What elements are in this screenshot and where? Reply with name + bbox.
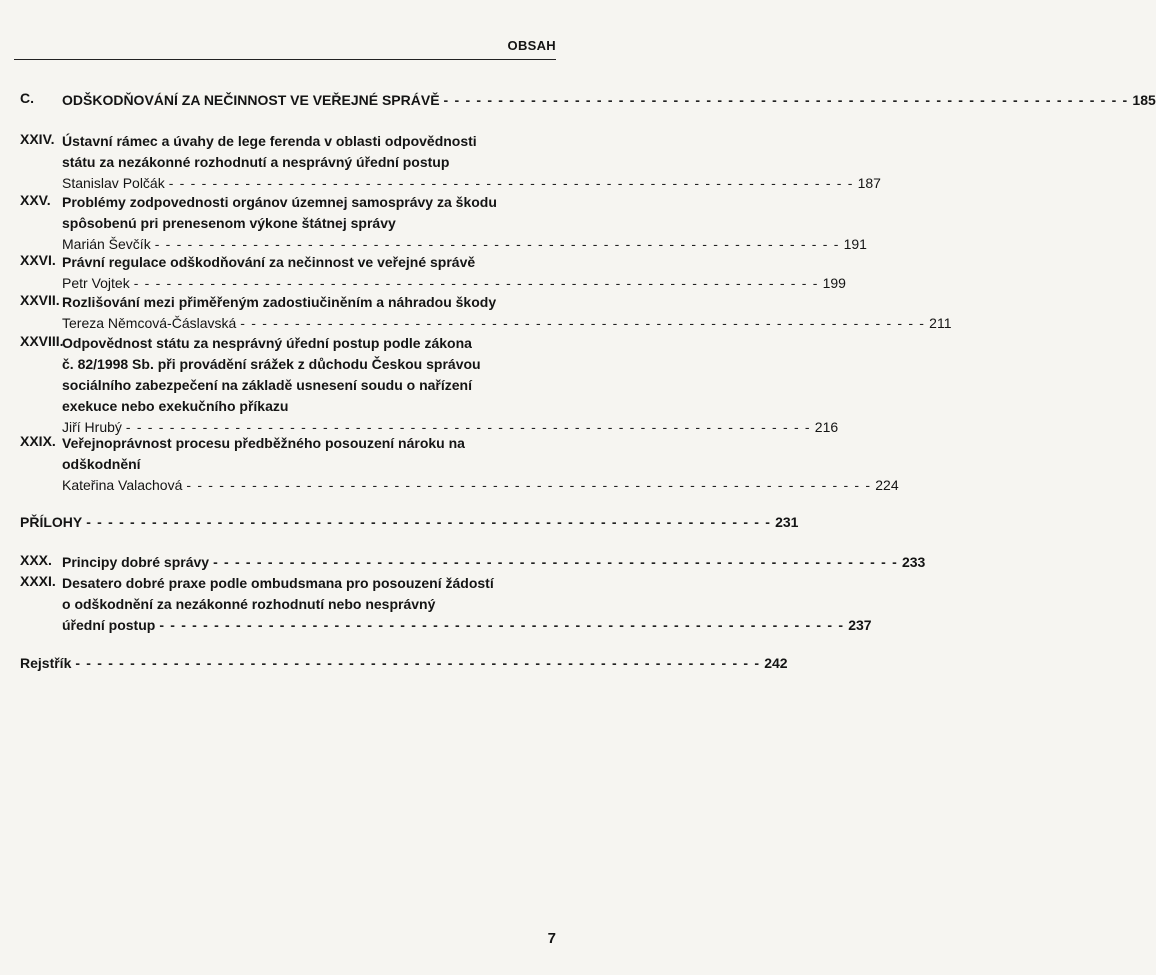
author-row bbox=[62, 273, 846, 293]
leader-dots: - - - - - - - - - - - - - - - - - - - - - - - - - - - - - - - - - - - - - - - - - - - - - - - - - - - - - - - - - - - - - - - bbox=[443, 92, 1129, 108]
page-ref: 233 bbox=[901, 554, 926, 570]
chapter-author: Jiří Hrubý bbox=[62, 419, 122, 435]
leader-dots: - - - - - - - - - - - - - - - - - - - - - - - - - - - - - - - - - - - - - - - - - - - - - - - - - - - - - - - - - - - - - - - bbox=[125, 419, 811, 435]
chapter-title-line: odškodnění bbox=[62, 456, 141, 472]
leader-dots: - - - - - - - - - - - - - - - - - - - - - - - - - - - - - - - - - - - - - - - - - - - - - - - - - - - - - - - - - - - - - - - bbox=[240, 315, 926, 331]
leader-dots: - - - - - - - - - - - - - - - - - - - - - - - - - - - - - - - - - - - - - - - - - - - - - - - - - - - - - - - - - - - - - - - bbox=[86, 514, 772, 530]
leader-dots: - - - - - - - - - - - - - - - - - - - - - - - - - - - - - - - - - - - - - - - - - - - - - - - - - - - - - - - - - - - - - - - bbox=[154, 236, 840, 252]
leader-dots: - - - - - - - - - - - - - - - - - - - - - - - - - - - - - - - - - - - - - - - - - - - - - - - - - - - - - - - - - - - - - - - bbox=[168, 175, 854, 191]
chapter-number: XXIV. bbox=[20, 131, 55, 147]
chapter-title-line: exekuce nebo exekučního příkazu bbox=[62, 398, 289, 414]
page-ref: 187 bbox=[857, 175, 881, 191]
page-ref: 199 bbox=[822, 275, 846, 291]
chapter-author: Kateřina Valachová bbox=[62, 477, 183, 493]
leader-dots: - - - - - - - - - - - - - - - - - - - - - - - - - - - - - - - - - - - - - - - - - - - - - - - - - - - - - - - - - - - - - - - bbox=[75, 655, 761, 671]
section-number: C. bbox=[20, 90, 34, 106]
chapter-title-line: Ústavní rámec a úvahy de lege ferenda v oblasti odpovědnosti bbox=[62, 133, 477, 149]
chapter-number: XXVIII. bbox=[20, 333, 64, 349]
running-header: OBSAH bbox=[507, 38, 556, 53]
chapter-author: Tereza Němcová-Čáslavská bbox=[62, 315, 237, 331]
chapter-number: XXVII. bbox=[20, 292, 60, 308]
chapter-number: XXVI. bbox=[20, 252, 56, 268]
chapter-title-line: sociálního zabezpečení na základě usnesení soudu o nařízení bbox=[62, 377, 472, 393]
appendix-title-line: o odškodnění za nezákonné rozhodnutí nebo nesprávný bbox=[62, 596, 436, 612]
page-ref: 191 bbox=[843, 236, 867, 252]
author-row bbox=[62, 475, 899, 495]
leader-dots: - - - - - - - - - - - - - - - - - - - - - - - - - - - - - - - - - - - - - - - - - - - - - - - - - - - - - - - - - - - - - - - bbox=[213, 554, 898, 570]
chapter-number: XXIX. bbox=[20, 433, 56, 449]
author-row bbox=[62, 173, 881, 193]
appendix-number: XXX. bbox=[20, 552, 52, 568]
chapter-author: Marián Ševčík bbox=[62, 236, 151, 252]
chapter-title-line: Rozlišování mezi přiměřeným zadostiučiněním a náhradou škody bbox=[62, 294, 497, 310]
chapter-title-line: Veřejnoprávnost procesu předběžného posouzení nároku na bbox=[62, 435, 465, 451]
chapter-title-line: spôsobenú pri prenesenom výkone štátnej správy bbox=[62, 215, 396, 231]
leader-dots: - - - - - - - - - - - - - - - - - - - - - - - - - - - - - - - - - - - - - - - - - - - - - - - - - - - - - - - - - - - - - - - bbox=[133, 275, 819, 291]
appendix-title-line: Desatero dobré praxe podle ombudsmana pro posouzení žádostí bbox=[62, 575, 494, 591]
section-title: PŘÍLOHY bbox=[20, 514, 83, 530]
section-title-row bbox=[20, 512, 799, 532]
author-row bbox=[62, 234, 867, 254]
header-rule bbox=[14, 59, 556, 60]
leader-dots: - - - - - - - - - - - - - - - - - - - - - - - - - - - - - - - - - - - - - - - - - - - - - - - - - - - - - - - - - - - - - - - bbox=[159, 617, 845, 633]
appendix-title-row bbox=[62, 615, 872, 635]
appendix-title: úřední postup bbox=[62, 617, 156, 633]
page-ref: 237 bbox=[848, 617, 872, 633]
section-title: Rejstřík bbox=[20, 655, 72, 671]
chapter-number: XXV. bbox=[20, 192, 51, 208]
appendix-title-row bbox=[62, 552, 926, 572]
section-title: ODŠKODŇOVÁNÍ ZA NEČINNOST VE VEŘEJNÉ SPRÁVĚ bbox=[62, 92, 440, 108]
chapter-title-line: státu za nezákonné rozhodnutí a nesprávný úřední postup bbox=[62, 154, 450, 170]
page-ref: 185 bbox=[1132, 92, 1156, 108]
author-row bbox=[62, 313, 952, 333]
appendix-number: XXXI. bbox=[20, 573, 56, 589]
appendix-title: Principy dobré správy bbox=[62, 554, 210, 570]
page-ref: 211 bbox=[929, 315, 952, 331]
page-ref: 231 bbox=[775, 514, 799, 530]
chapter-author: Stanislav Polčák bbox=[62, 175, 165, 191]
chapter-title-line: č. 82/1998 Sb. při provádění srážek z důchodu Českou správou bbox=[62, 356, 481, 372]
page-ref: 242 bbox=[764, 655, 788, 671]
leader-dots: - - - - - - - - - - - - - - - - - - - - - - - - - - - - - - - - - - - - - - - - - - - - - - - - - - - - - - - - - - - - - - - bbox=[186, 477, 872, 493]
section-title-row bbox=[62, 90, 1156, 110]
page-ref: 216 bbox=[814, 419, 839, 435]
chapter-title-line: Problémy zodpovednosti orgánov územnej samosprávy za škodu bbox=[62, 194, 497, 210]
chapter-title-line: Odpovědnost státu za nesprávný úřední postup podle zákona bbox=[62, 335, 472, 351]
chapter-author: Petr Vojtek bbox=[62, 275, 130, 291]
chapter-title-line: Právní regulace odškodňování za nečinnost ve veřejné správě bbox=[62, 254, 476, 270]
section-title-row bbox=[20, 653, 788, 673]
page-ref: 224 bbox=[875, 477, 899, 493]
page-number: 7 bbox=[547, 930, 556, 947]
